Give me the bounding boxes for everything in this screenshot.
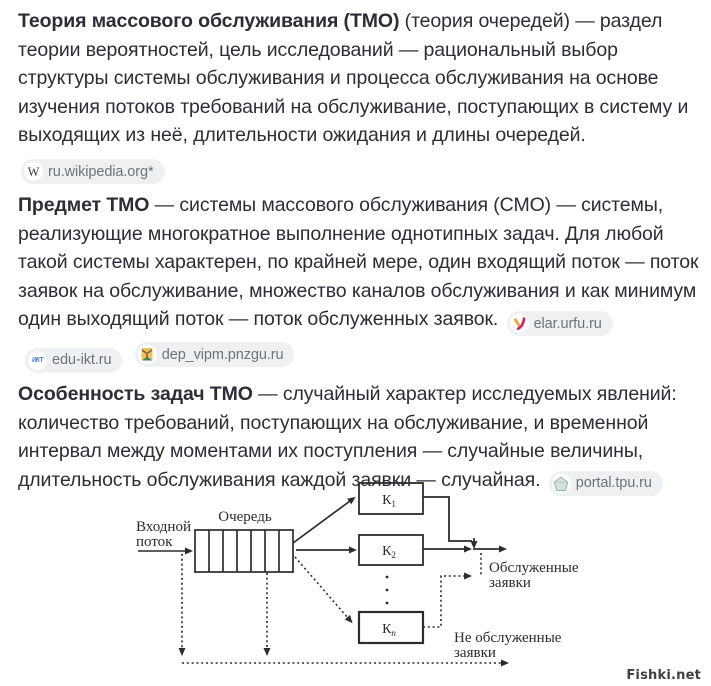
served-requests-label bbox=[489, 560, 579, 591]
svg-text:Не обслуженные: Не обслуженные bbox=[454, 630, 562, 646]
source-pill-label: dep_vipm.pnzgu.ru bbox=[161, 346, 284, 363]
svg-text:заявки: заявки bbox=[454, 645, 496, 661]
term-predmet-tmo: Предмет ТМО bbox=[18, 194, 150, 217]
term-tmo: Теория массового обслуживания (ТМО) bbox=[18, 10, 400, 32]
channel-k2-label: $К_2$ bbox=[382, 544, 396, 560]
wikipedia-icon: W bbox=[24, 162, 43, 181]
arrow-queue-to-kn-dashed bbox=[295, 557, 348, 618]
source-pill-wikipedia[interactable] bbox=[21, 159, 165, 184]
source-pill-edu-ikt[interactable] bbox=[25, 348, 122, 373]
paragraph-tmo-definition bbox=[18, 7, 701, 184]
urfu-icon bbox=[510, 314, 529, 333]
pnzgu-emblem-icon bbox=[138, 345, 157, 364]
input-flow-label bbox=[136, 519, 191, 550]
ikt-icon: ИКТ bbox=[28, 351, 47, 370]
source-pill-label: elar.urfu.ru bbox=[533, 315, 602, 332]
source-pill-label: ru.wikipedia.org* bbox=[48, 163, 154, 180]
source-pill-urfu[interactable] bbox=[507, 311, 613, 336]
paragraph-osobennost-text: — случайный характер исследуемых явлений: количество требований, поступающих на обслуживание, и временной интервал между моментами их поступления — случайные величины, длительность обслуживания каждой заявки — случайная. bbox=[18, 383, 677, 491]
source-pill-pnzgu[interactable] bbox=[135, 342, 295, 367]
paragraph-predmet-text: — системы массового обслуживания (СМО) — системы, реализующие многократное выполнение однотипных задач. Для любой такой системы характерен, по крайней мере, один входящий поток — поток заявок на обслуживание, множество каналов обслуживания и как минимум один выходящий поток — поток обслуженных заявок. bbox=[18, 194, 699, 331]
arrow-queue-to-k1 bbox=[293, 501, 350, 543]
queue-box bbox=[195, 530, 293, 572]
channel-k1-label: $К_1$ bbox=[382, 493, 396, 509]
k1-output-path bbox=[423, 497, 472, 541]
channel-kn-label: $К_n$ bbox=[382, 622, 396, 638]
paragraph-predmet-tmo bbox=[18, 191, 701, 373]
paragraph-tmo-text: (теория очередей) — раздел теории вероятностей, цель исследований — рациональный выбор структуры системы обслуживания и процесса обслуживания на основе изучения потоков требований на обслуживание, поступающих в систему и выходящих из неё, длительности ожидания и длины очередей. bbox=[18, 10, 689, 146]
queueing-system-diagram bbox=[0, 470, 711, 675]
watermark: Fishki.net bbox=[626, 668, 701, 683]
svg-text:заявки: заявки bbox=[489, 575, 531, 591]
svg-text:Обслуженные: Обслуженные bbox=[489, 560, 579, 576]
queue-label: Очередь bbox=[218, 509, 272, 525]
source-pill-label: edu-ikt.ru bbox=[52, 352, 112, 369]
svg-text:поток: поток bbox=[136, 534, 173, 550]
source-pill-label: portal.tpu.ru bbox=[575, 475, 652, 492]
kn-output-dashed bbox=[423, 576, 465, 627]
channels-ellipsis bbox=[386, 576, 389, 605]
term-osobennost-tmo: Особенность задач ТМО bbox=[18, 383, 253, 405]
unserved-requests-label bbox=[454, 630, 562, 661]
svg-text:Входной: Входной bbox=[136, 519, 191, 535]
